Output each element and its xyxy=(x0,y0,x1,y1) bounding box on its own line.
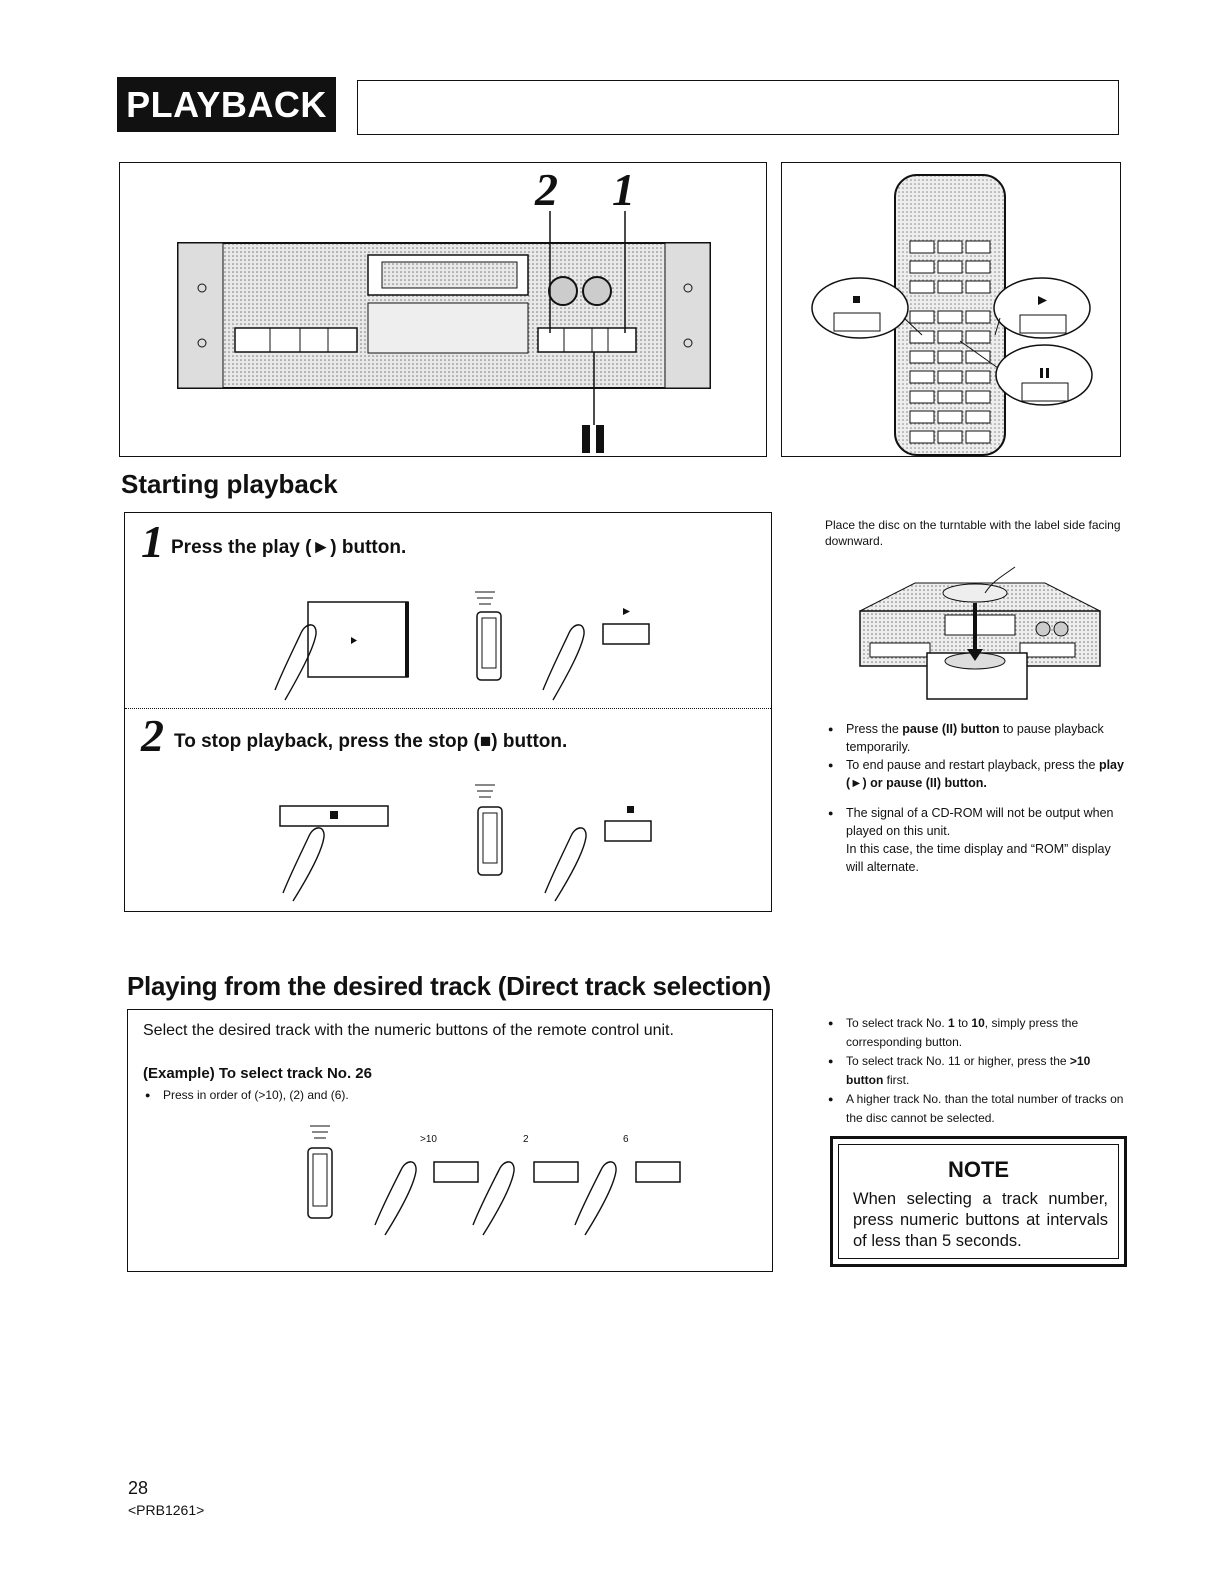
play-callout xyxy=(994,278,1090,338)
cdrom-bullet-text-2: In this case, the time display and “ROM” display will alternate. xyxy=(846,842,1111,874)
example-title: (Example) To select track No. 26 xyxy=(143,1065,372,1082)
btn-label-10: >10 xyxy=(420,1134,437,1145)
doc-code: <PRB1261> xyxy=(128,1502,205,1518)
pause-bar-right xyxy=(596,425,604,453)
direct-intro: Select the desired track with the numeric buttons of the remote control unit. xyxy=(143,1022,674,1039)
btn-label-2: 2 xyxy=(523,1134,529,1145)
btn-label-6: 6 xyxy=(623,1134,629,1145)
note-box-inner xyxy=(838,1144,1119,1259)
direct-note-3: ● A higher track No. than the total number of tracks on the disc cannot be selected. xyxy=(828,1090,1126,1128)
step-divider xyxy=(125,708,771,709)
direct-note-1-a: To select track No. xyxy=(846,1016,949,1030)
pause-bar-left xyxy=(582,425,590,453)
step2-text: To stop playback, press the stop (■) button. xyxy=(174,731,568,752)
restart-bullet-text: To end pause and restart playback, press the xyxy=(846,758,1099,772)
cdrom-bullet-text: The signal of a CD-ROM will not be output when played on this unit. xyxy=(846,806,1114,838)
step2-number: 2 xyxy=(141,710,164,761)
direct-note-1 xyxy=(828,1014,1126,1052)
direct-panel xyxy=(127,1009,773,1272)
direct-note-2-b: >10 button xyxy=(846,1054,1091,1087)
disc-loading-illustration xyxy=(855,553,1105,703)
direct-note-1-d: 10 xyxy=(971,1016,985,1030)
direct-note-2 xyxy=(828,1052,1126,1090)
note-text: When selecting a track number, press numeric buttons at intervals of less than 5 seconds. xyxy=(853,1190,1108,1250)
direct-notes xyxy=(828,1014,1126,1128)
direct-note-1-e: , simply press the corresponding button. xyxy=(846,1016,1079,1049)
steps-panel xyxy=(124,512,772,912)
step2-illustration xyxy=(125,771,773,906)
remote-figure xyxy=(781,162,1121,457)
step1-text: Press the play (►) button. xyxy=(171,537,407,558)
pause-bullet-text-a: Press the xyxy=(846,722,903,736)
remote-illustration xyxy=(782,163,1122,458)
section-title-starting: Starting playback xyxy=(121,469,338,499)
pause-bullet xyxy=(828,720,1125,756)
pause-bullet-emphasis: pause (II) button xyxy=(902,722,1000,736)
direct-note-1-c: to xyxy=(954,1016,972,1030)
direct-illustration xyxy=(128,1120,774,1260)
callout-1: 1 xyxy=(612,164,635,215)
direct-note-2-a: To select track No. 11 or higher, press the xyxy=(846,1054,1070,1068)
step1-number: 1 xyxy=(141,516,164,567)
note-box xyxy=(830,1136,1127,1267)
pause-bullet-text-c: to pause playback temporarily. xyxy=(846,722,1104,754)
disc-placement-text: Place the disc on the turntable with the label side facing downward. xyxy=(825,518,1121,548)
cd-player-illustration xyxy=(120,163,768,458)
callout-2: 2 xyxy=(535,164,558,215)
section-tag: PLAYBACK xyxy=(117,77,342,132)
step1-illustration xyxy=(125,578,773,703)
direct-note-1-b: 1 xyxy=(948,1016,955,1030)
restart-bullet xyxy=(828,756,1125,792)
pause-notes xyxy=(828,720,1125,876)
restart-bullet-emphasis: play (►) or pause (II) button. xyxy=(846,758,1124,790)
cdrom-bullet xyxy=(828,804,1125,876)
page-number: 28 xyxy=(128,1478,149,1498)
header-bar xyxy=(357,80,1119,135)
player-figure xyxy=(119,162,767,457)
note-title: NOTE xyxy=(947,1157,1010,1182)
direct-note-2-c: first. xyxy=(883,1073,910,1087)
section-title-direct: Playing from the desired track (Direct track selection) xyxy=(127,971,771,1001)
example-bullet: ● Press in order of (>10), (2) and (6). xyxy=(145,1086,789,1104)
